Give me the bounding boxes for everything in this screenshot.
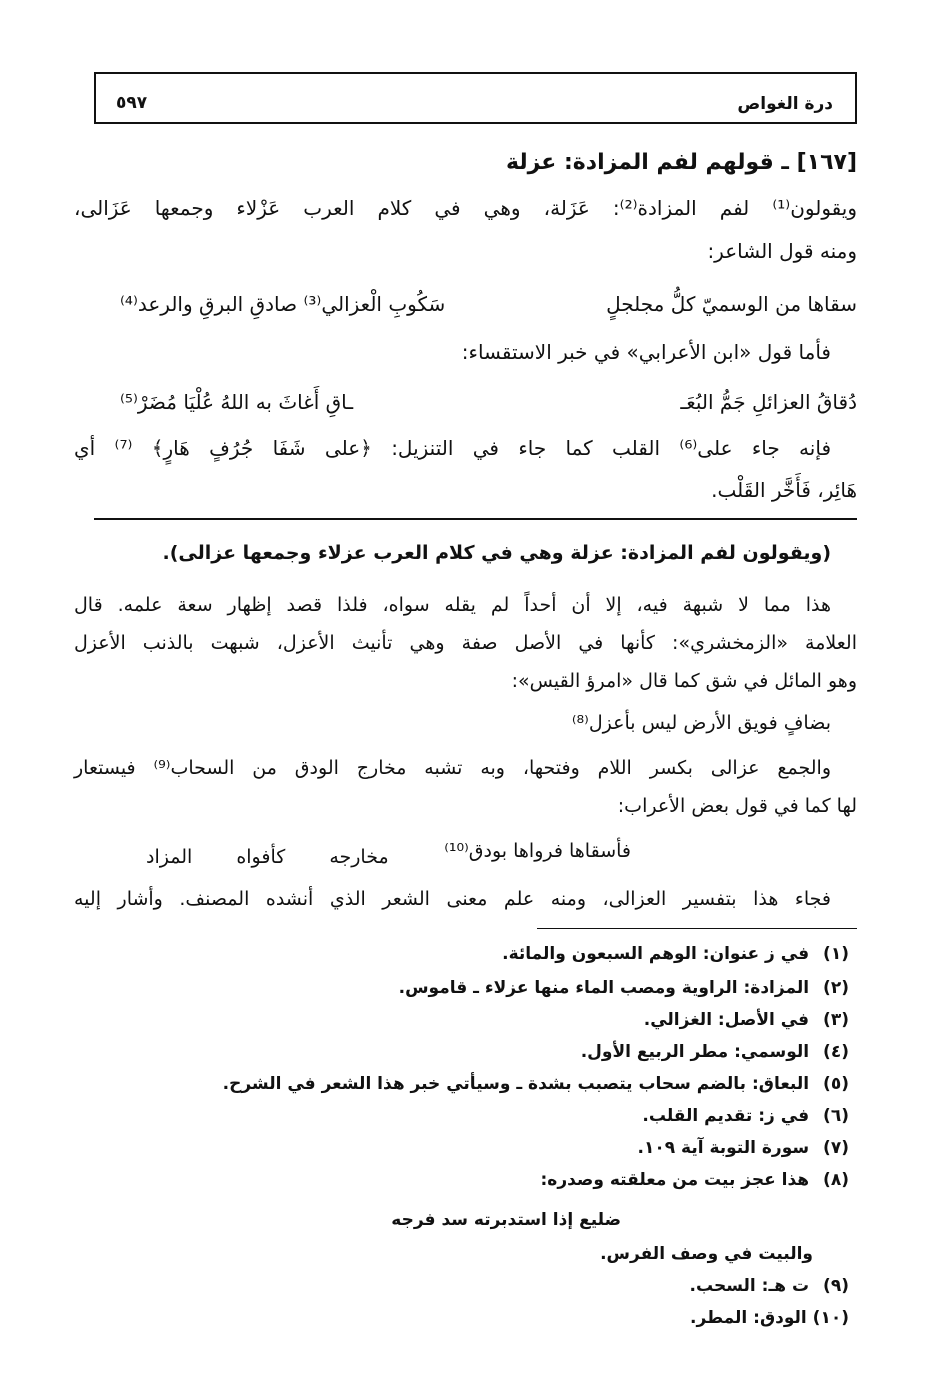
section-divider — [94, 518, 857, 520]
footnote — [502, 944, 849, 964]
footnote-text: في ز: تقديم القلب. — [642, 1106, 810, 1126]
footnote — [399, 978, 849, 998]
footnote — [540, 1170, 849, 1190]
commentary-line: فجاء هذا بتفسير العزالى، ومنه علم معنى الشعر الذي أنشده المصنف. وأشار إليه — [74, 888, 831, 910]
footnote-text: المزادة: الراوية ومصب الماء منها عزلاء ـ قاموس. — [398, 978, 810, 998]
footnote — [223, 1074, 849, 1094]
footnote-number: (٨) — [823, 1170, 849, 1190]
commentary-line: العلامة «الزمخشري»: كأنها في الأصل صفة وهي تأنيث الأعزل، شبهت بالذنب الأعزل — [74, 632, 857, 654]
footnote — [637, 1138, 849, 1158]
footnote-text: الوسمي: مطر الربيع الأول. — [580, 1042, 810, 1062]
verse-hemistich-right: فأسقاها فرواها بودق⁽¹⁰⁾ — [444, 840, 631, 862]
section-heading: [١٦٧] ـ قولهم لفم المزادة: عزلة — [506, 150, 857, 175]
verse-hemistich-left: ـاقِ أَغاثَ به اللهُ عُلْيَا مُضَرْ⁽⁵⁾ — [120, 390, 354, 414]
commentary-quote: (ويقولون لفم المزادة: عزلة وهي في كلام العرب عزلاء وجمعها عزالى). — [162, 542, 831, 564]
footnote — [644, 1010, 849, 1030]
footnote-text: في ز عنوان: الوهم السبعون والمائة. — [502, 944, 810, 964]
footnote-number: (٩) — [823, 1276, 849, 1296]
footnote-number: (٢) — [823, 978, 849, 998]
running-title: درة الغواص — [737, 94, 833, 114]
quoted-hemistich: بضافٍ فويق الأرض ليس بأعزل⁽⁸⁾ — [571, 712, 831, 734]
commentary-line: لها كما في قول بعض الأعراب: — [617, 795, 857, 817]
verse-hemistich-right: دُقاقُ العزائلِ جَمُّ البُعَـ — [680, 390, 857, 414]
main-text-line: فأما قول «ابن الأعرابي» في خبر الاستقساء: — [461, 340, 831, 364]
main-text-line: ويقولون⁽¹⁾ لفم المزادة⁽²⁾: عَزَلة، وهي في كلام العرب عَزْلاء وجمعها عَزَالى، — [74, 196, 857, 220]
footnote-continuation: والبيت في وصف الفرس. — [600, 1244, 813, 1264]
footnote-verse: ضليع إذا استدبرته سد فرجه — [391, 1210, 621, 1230]
verse-hemistich-right: سقاها من الوسميّ كلُّ مجلجلٍ — [606, 292, 857, 316]
footnote-text: البعاق: بالضم سحاب يتصبب بشدة ـ وسيأتي خبر هذا الشعر في الشرح. — [222, 1074, 810, 1094]
verse-hemistich-left: سَكُوبِ الْعزالي⁽³⁾ صادقِ البرقِ والرعد⁽⁴⁾ — [120, 292, 446, 316]
main-text-line: فإنه جاء على⁽⁶⁾ القلب كما جاء في التنزيل: ﴿على شَفَا جُرُفٍ هَارٍ﴾ ⁽⁷⁾ أي — [74, 436, 832, 460]
footnote-text: سورة التوبة آية ١٠٩. — [637, 1138, 810, 1158]
footnote — [690, 1276, 849, 1296]
footnote-separator — [537, 928, 857, 929]
footnote — [690, 1308, 849, 1328]
main-text-line: هَائِر، فَأَخَّر القَلْب. — [711, 478, 857, 502]
footnote-number: (١٠) — [812, 1308, 849, 1328]
footnote-number: (٥) — [823, 1074, 849, 1094]
main-text-line: ومنه قول الشاعر: — [707, 239, 857, 263]
footnote-number: (٤) — [823, 1042, 849, 1062]
footnote-text: هذا عجز بيت من معلقته وصدره: — [540, 1170, 810, 1190]
footnote-number: (٧) — [823, 1138, 849, 1158]
commentary-line: هذا مما لا شبهة فيه، إلا أن أحداً لم يقله سواه، فلذا قصد إظهار سعة علمه. قال — [74, 594, 831, 616]
footnote-text: في الأصل: الغزالي. — [643, 1010, 810, 1030]
page-number: ٥٩٧ — [116, 93, 148, 113]
footnote — [642, 1106, 849, 1126]
footnote-number: (٦) — [823, 1106, 849, 1126]
verse-hemistich-left: مخارجه كأفواه المزاد — [146, 846, 389, 868]
page-header — [94, 72, 857, 124]
footnote-text: الودق: المطر. — [690, 1308, 807, 1328]
footnote-number: (١) — [823, 944, 849, 964]
footnote — [581, 1042, 849, 1062]
commentary-line: وهو المائل في شق كما قال «امرؤ القيس»: — [511, 670, 857, 692]
footnote-text: ت هـ: السحب. — [689, 1276, 810, 1296]
commentary-line: والجمع عزالى بكسر اللام وفتحها، وبه تشبه مخارج الودق من السحاب⁽⁹⁾ فيستعار — [74, 757, 831, 779]
footnote-number: (٣) — [823, 1010, 849, 1030]
